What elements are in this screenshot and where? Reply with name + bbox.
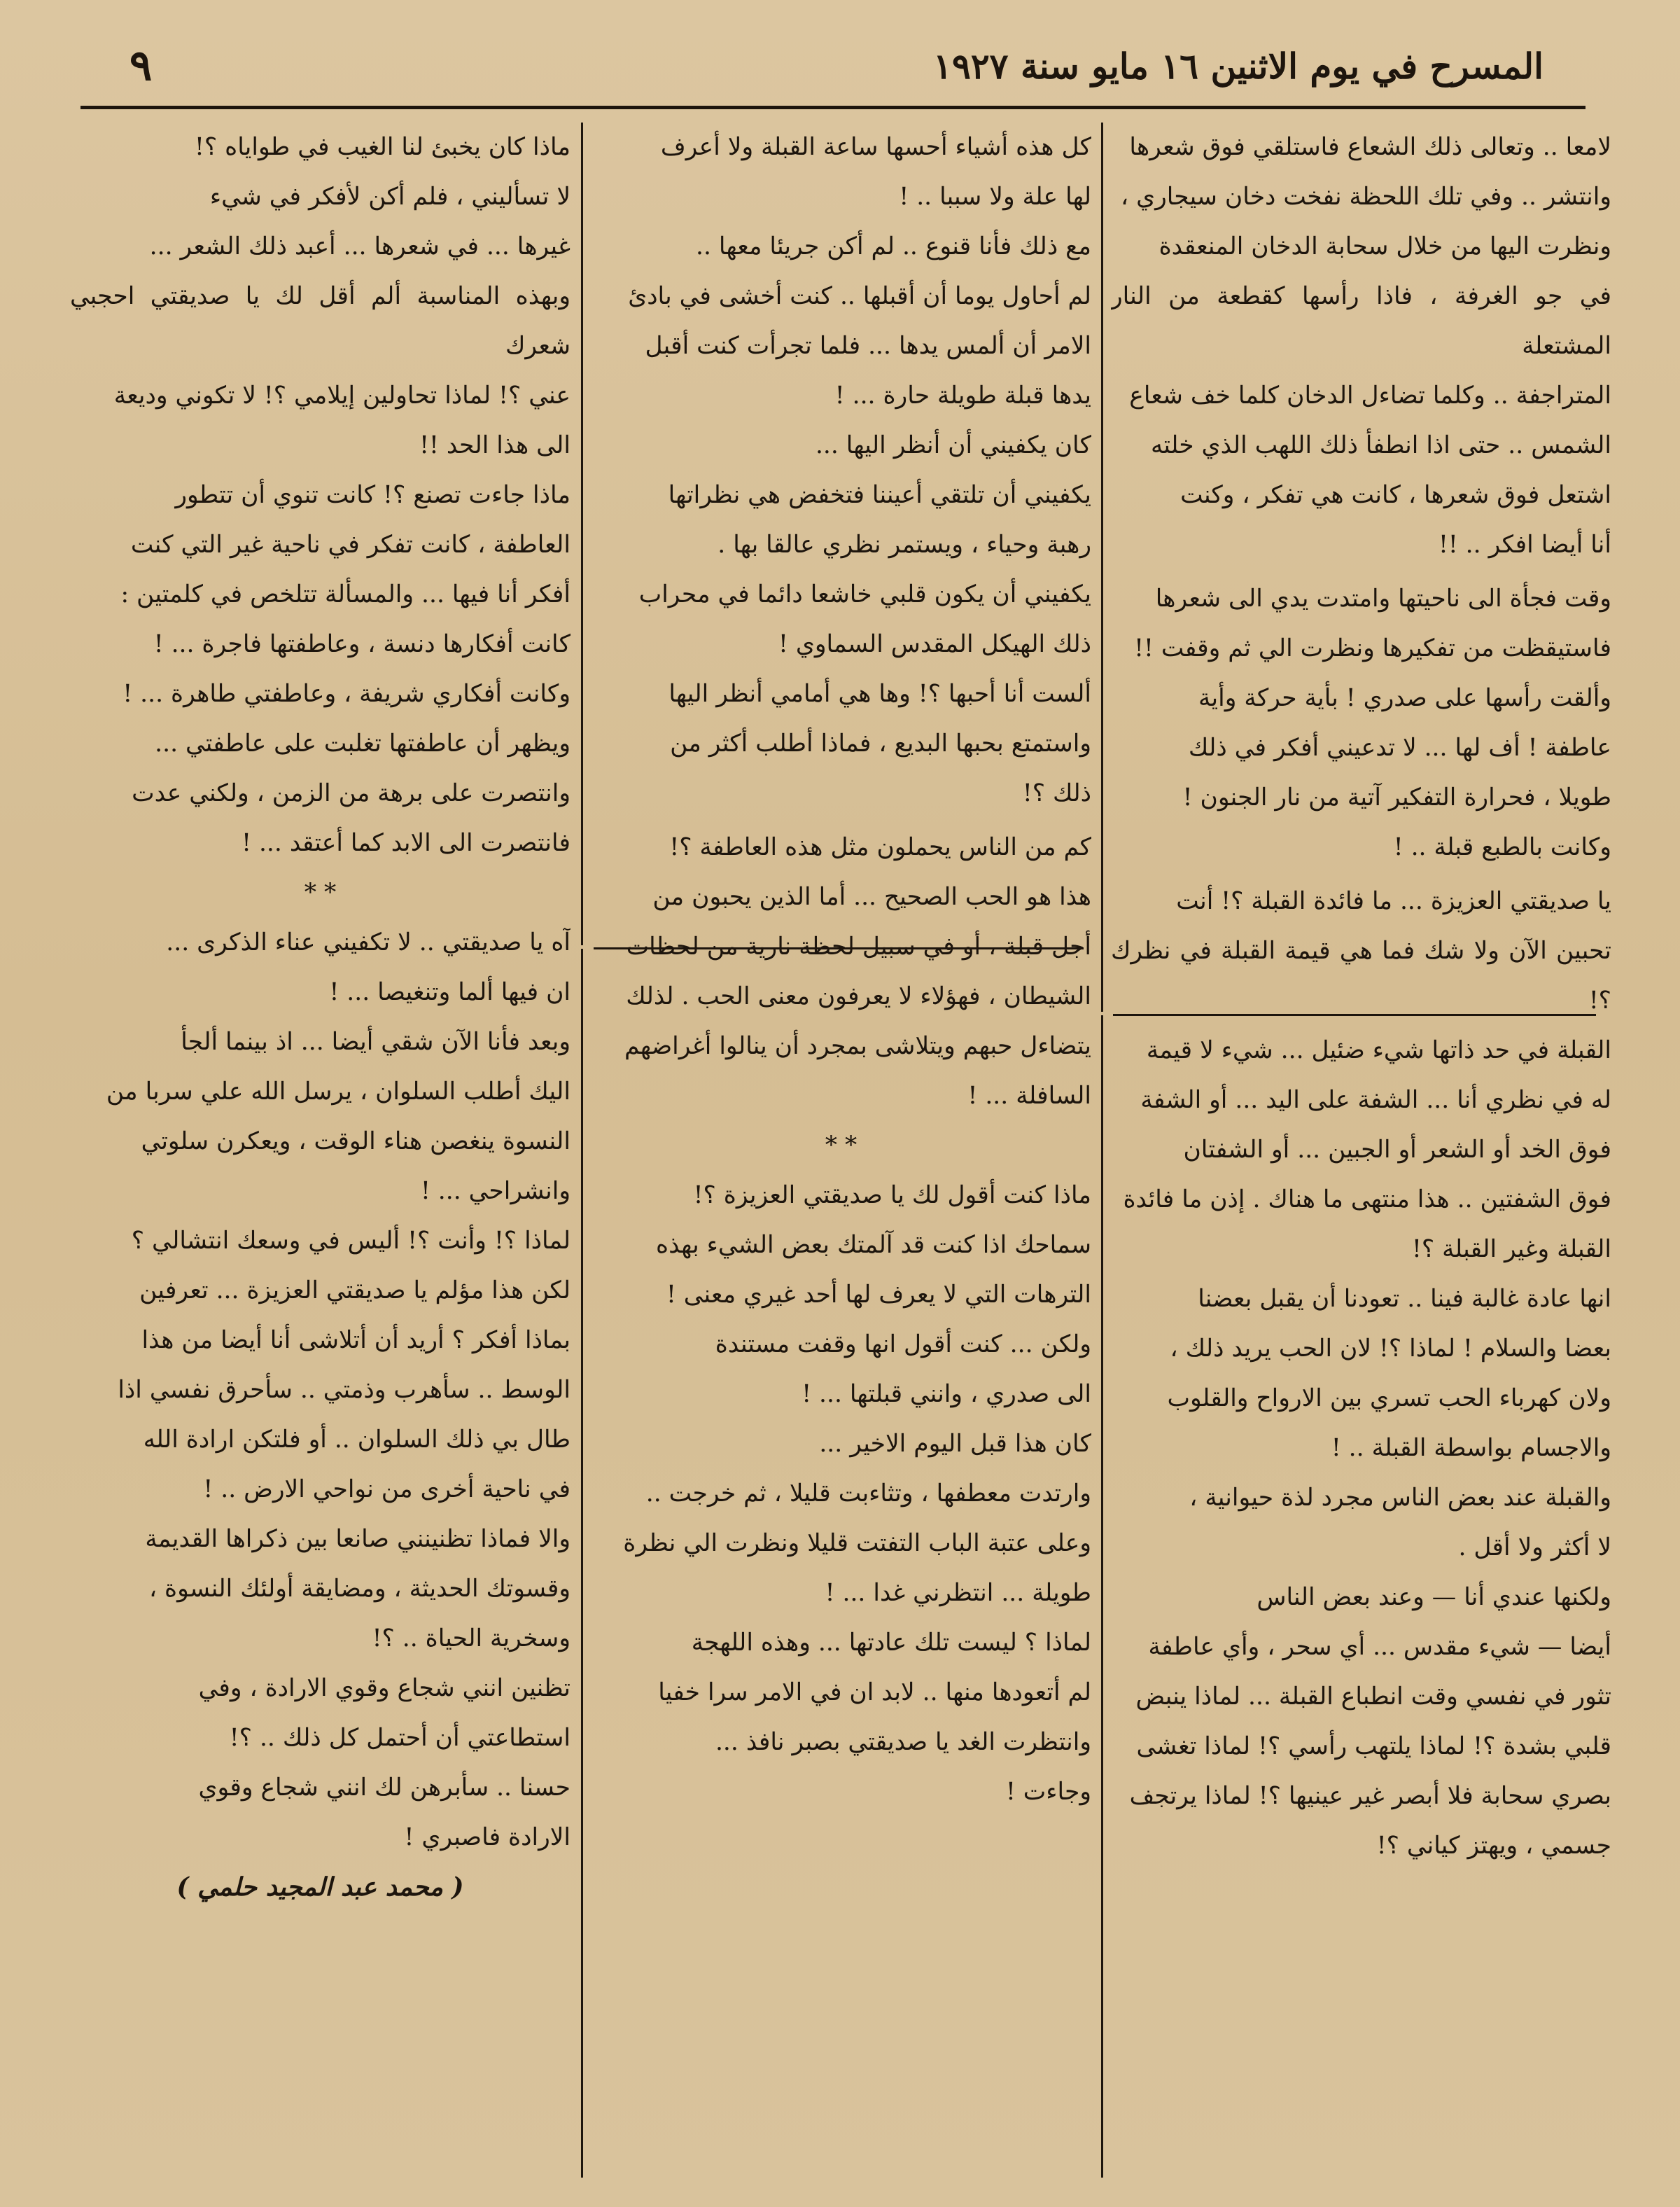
text-line: حسنا .. سأبرهن لك انني شجاع وقوي	[198, 1774, 570, 1802]
text-line: وعلى عتبة الباب التفتت قليلا ونظرت الي نظرة	[623, 1529, 1091, 1557]
text-line: ولكنها عندي أنا — وعند بعض الناس	[1256, 1583, 1611, 1611]
text-line: وانتشر .. وفي تلك اللحظة نفخت دخان سيجاري ،	[1121, 183, 1611, 211]
text-line: رهبة وحياء ، ويستمر نظري عالقا بها .	[718, 531, 1091, 559]
text-line: اليك أطلب السلوان ، يرسل الله علي سربا من	[106, 1078, 570, 1106]
text-line: واستمتع بحبها البديع ، فماذا أطلب أكثر من	[670, 730, 1091, 758]
text-line: وانتظرت الغد يا صديقتي بصبر نافذ ...	[715, 1728, 1091, 1756]
text-line: فاستيقظت من تفكيرها ونظرت الي ثم وقفت !!	[1134, 634, 1611, 662]
text-line: بصري سحابة فلا أبصر غير عينيها ؟! لماذا يرتجف	[1129, 1782, 1611, 1810]
text-line: بماذا أفكر ؟ أريد أن أتلاشى أنا أيضا من هذا	[141, 1326, 570, 1354]
text-line: كل هذه أشياء أحسها ساعة القبلة ولا أعرف	[660, 133, 1091, 161]
text-line: الى هذا الحد !!	[419, 431, 570, 459]
text-line: قلبي بشدة ؟! لماذا يلتهب رأسي ؟! لماذا تغشى	[1136, 1732, 1611, 1760]
text-line: ذلك الهيكل المقدس السماوي !	[778, 630, 1091, 658]
text-line: تحبين الآن ولا شك فما هي قيمة القبلة في نظرك ؟!	[1111, 937, 1611, 1015]
text-line: وانتصرت على برهة من الزمن ، ولكني عدت	[132, 779, 570, 807]
text-line: الترهات التي لا يعرف لها أحد غيري معنى !	[666, 1281, 1091, 1309]
text-line: جسمي ، ويهتز كياني ؟!	[1376, 1832, 1611, 1860]
text-line: فانتصرت الى الابد كما أعتقد ... !	[241, 829, 570, 857]
text-line: وبهذه المناسبة ألم أقل لك يا صديقتي احجبي شعرك	[70, 282, 570, 360]
column-divider-left-top	[581, 123, 583, 945]
text-line: في ناحية أخرى من نواحي الارض .. !	[203, 1475, 570, 1503]
text-line: الارادة فاصبري !	[404, 1823, 570, 1851]
text-line: ماذا كنت أقول لك يا صديقتي العزيزة ؟!	[693, 1181, 1091, 1209]
author-signature: ( محمد عبد المجيد حلمي )	[176, 1872, 464, 1902]
text-line: السافلة ... !	[967, 1082, 1091, 1110]
text-line: وقت فجأة الى ناحيتها وامتدت يدي الى شعرها	[1155, 585, 1611, 613]
text-line: يتضاءل حبهم ويتلاشى بمجرد أن ينالوا أغراضهم	[624, 1032, 1091, 1060]
text-line: المتراجفة .. وكلما تضاءل الدخان كلما خف شعاع	[1129, 382, 1611, 410]
text-line: كانت أفكارها دنسة ، وعاطفتها فاجرة ... !	[153, 630, 570, 658]
article-column-middle	[591, 123, 1091, 2146]
text-line: وكانت بالطبع قبلة .. !	[1393, 833, 1611, 861]
text-line: لها علة ولا سببا .. !	[899, 183, 1091, 211]
text-line: ويظهر أن عاطفتها تغلبت على عاطفتي ...	[155, 730, 570, 758]
header-rule	[80, 106, 1586, 109]
text-line: عني ؟! لماذا تحاولين إيلامي ؟! لا تكوني وديعة	[113, 382, 570, 410]
text-line: فوق الشفتين .. هذا منتهى ما هناك . إذن ما فائدة	[1123, 1185, 1611, 1213]
text-line: ماذا جاءت تصنع ؟! كانت تنوي أن تتطور	[175, 481, 570, 509]
text-line: لماذا ؟ ليست تلك عادتها ... وهذه اللهجة	[691, 1629, 1091, 1657]
text-line: استطاعتي أن أحتمل كل ذلك .. ؟!	[229, 1724, 570, 1752]
text-line: الوسط .. سأهرب وذمتي .. سأحرق نفسي اذا	[118, 1376, 570, 1404]
text-line: غيرها ... في شعرها ... أعبد ذلك الشعر ...	[149, 232, 570, 260]
text-line: ونظرت اليها من خلال سحابة الدخان المنعقدة	[1158, 232, 1611, 260]
text-line: وارتدت معطفها ، وتثاءبت قليلا ، ثم خرجت ..	[645, 1480, 1091, 1508]
text-line: ذلك ؟!	[1022, 779, 1091, 807]
section-separator: * *	[825, 1132, 858, 1160]
column-divider-left-bottom	[581, 949, 583, 2178]
article-column-left	[70, 123, 570, 2146]
text-line: انها عادة غالبة فينا .. تعودنا أن يقبل بعضنا	[1198, 1285, 1611, 1313]
text-line: العاطفة ، كانت تفكر في ناحية غير التي كنت	[130, 531, 570, 559]
text-line: طويلة ... انتظرني غدا ... !	[825, 1579, 1091, 1607]
text-line: وكانت أفكاري شريفة ، وعاطفتي طاهرة ... !	[122, 680, 570, 708]
page-number: ٩	[130, 41, 153, 90]
text-line: يكفيني أن تلتقي أعيننا فتخفض هي نظراتها	[668, 481, 1091, 509]
text-line: يا صديقتي العزيزة ... ما فائدة القبلة ؟! أنت	[1176, 887, 1611, 915]
text-line: سماحك اذا كنت قد آلمتك بعض الشيء بهذه	[656, 1231, 1091, 1259]
text-line: القبلة وغير القبلة ؟!	[1412, 1235, 1611, 1263]
text-line: وألقت رأسها على صدري ! بأية حركة وأية	[1198, 684, 1611, 712]
text-line: لكن هذا مؤلم يا صديقتي العزيزة ... تعرفين	[139, 1276, 570, 1304]
text-line: وجاءت !	[1005, 1778, 1091, 1806]
text-line: القبلة في حد ذاتها شيء ضئيل ... شيء لا قيمة	[1146, 1036, 1611, 1064]
text-line: تثور في نفسي وقت انطباع القبلة ... لماذا ينبض	[1135, 1683, 1611, 1711]
text-line: تظنين انني شجاع وقوي الارادة ، وفي	[198, 1674, 570, 1702]
text-line: والقبلة عند بعض الناس مجرد لذة حيوانية ،	[1189, 1484, 1611, 1512]
article-column-right	[1111, 123, 1611, 2146]
text-line: آه يا صديقتي .. لا تكفيني عناء الذكرى ...	[166, 928, 570, 956]
text-line: أجل قبلة ، أو في سبيل لحظة نارية من لحظات	[626, 933, 1091, 961]
section-separator: * *	[304, 879, 337, 907]
text-line: لامعا .. وتعالى ذلك الشعاع فاستلقي فوق شعرها	[1129, 133, 1611, 161]
text-line: أفكر أنا فيها ... والمسألة تتلخص في كلمتين :	[120, 580, 570, 608]
text-line: في جو الغرفة ، فاذا رأسها كقطعة من النار المشتعلة	[1111, 282, 1611, 360]
page-header	[80, 39, 1586, 109]
text-line: يكفيني أن يكون قلبي خاشعا دائما في محراب	[638, 580, 1091, 608]
text-line: لماذا ؟! وأنت ؟! أليس في وسعك انتشالي ؟	[131, 1227, 570, 1255]
text-line: الى صدري ، وانني قبلتها ... !	[802, 1380, 1091, 1408]
text-line: الشيطان ، فهؤلاء لا يعرفون معنى الحب . لذلك	[626, 982, 1091, 1010]
text-line: النسوة ينغصن هناء الوقت ، ويعكرن سلوتي	[141, 1127, 570, 1155]
text-line: كم من الناس يحملون مثل هذه العاطفة ؟!	[669, 833, 1091, 861]
text-line: يدها قبلة طويلة حارة ... !	[834, 382, 1091, 410]
text-line: هذا هو الحب الصحيح ... أما الذين يحبون من	[652, 883, 1091, 911]
text-line: ماذا كان يخبئ لنا الغيب في طواياه ؟!	[195, 133, 570, 161]
text-line: لم أحاول يوما أن أقبلها .. كنت أخشى في بادئ	[628, 282, 1091, 310]
text-line: الشمس .. حتى اذا انطفأ ذلك اللهب الذي خلته	[1150, 431, 1611, 459]
text-line: كان يكفيني أن أنظر اليها ...	[815, 431, 1091, 459]
text-line: ولان كهرباء الحب تسري بين الارواح والقلوب	[1167, 1384, 1611, 1412]
text-line: لم أتعودها منها .. لابد ان في الامر سرا خفيا	[658, 1678, 1091, 1706]
text-line: طال بي ذلك السلوان .. أو فلتكن ارادة الله	[143, 1426, 570, 1454]
header-title: المسرح في يوم الاثنين ١٦ مايو سنة ١٩٢٧	[933, 46, 1544, 87]
text-line: فوق الخد أو الشعر أو الجبين ... أو الشفتان	[1183, 1136, 1611, 1164]
text-line: والاجسام بواسطة القبلة .. !	[1331, 1434, 1611, 1462]
text-line: ألست أنا أحبها ؟! وها هي أمامي أنظر اليها	[668, 680, 1091, 708]
column-divider-right-top	[1101, 123, 1103, 1012]
text-line: اشتعل فوق شعرها ، كانت هي تفكر ، وكنت	[1180, 481, 1611, 509]
text-line: بعضا والسلام ! لماذا ؟! لان الحب يريد ذلك ،	[1170, 1335, 1611, 1363]
text-line: أنا أيضا افكر .. !!	[1438, 531, 1611, 559]
column-divider-right-bottom	[1101, 1015, 1103, 2178]
text-line: لا تسأليني ، فلم أكن لأفكر في شيء	[209, 183, 570, 211]
text-line: له في نظري أنا ... الشفة على اليد ... أو الشفة	[1140, 1086, 1611, 1114]
text-line: عاطفة ! أف لها ... لا تدعيني أفكر في ذلك	[1188, 734, 1611, 762]
text-line: أيضا — شيء مقدس ... أي سحر ، وأي عاطفة	[1148, 1633, 1611, 1661]
text-line: لا أكثر ولا أقل .	[1458, 1533, 1611, 1561]
text-line: وبعد فأنا الآن شقي أيضا ... اذ بينما ألجأ	[181, 1028, 570, 1056]
text-line: وسخرية الحياة .. ؟!	[372, 1624, 570, 1652]
text-line: الامر أن ألمس يدها ... فلما تجرأت كنت أقبل	[645, 332, 1091, 360]
text-line: وانشراحي ... !	[420, 1177, 570, 1205]
text-line: كان هذا قبل اليوم الاخير ...	[819, 1430, 1091, 1458]
text-line: وقسوتك الحديثة ، ومضايقة أولئك النسوة ،	[148, 1575, 570, 1603]
text-line: ان فيها ألما وتنغيصا ... !	[329, 978, 570, 1006]
text-line: مع ذلك فأنا قنوع .. لم أكن جريئا معها ..	[696, 232, 1091, 260]
text-line: ولكن ... كنت أقول انها وقفت مستندة	[715, 1330, 1091, 1358]
text-line: طويلا ، فحرارة التفكير آتية من نار الجنون !	[1182, 784, 1611, 812]
text-line: والا فماذا تظنينني صانعا بين ذكراها القديمة	[145, 1525, 570, 1553]
